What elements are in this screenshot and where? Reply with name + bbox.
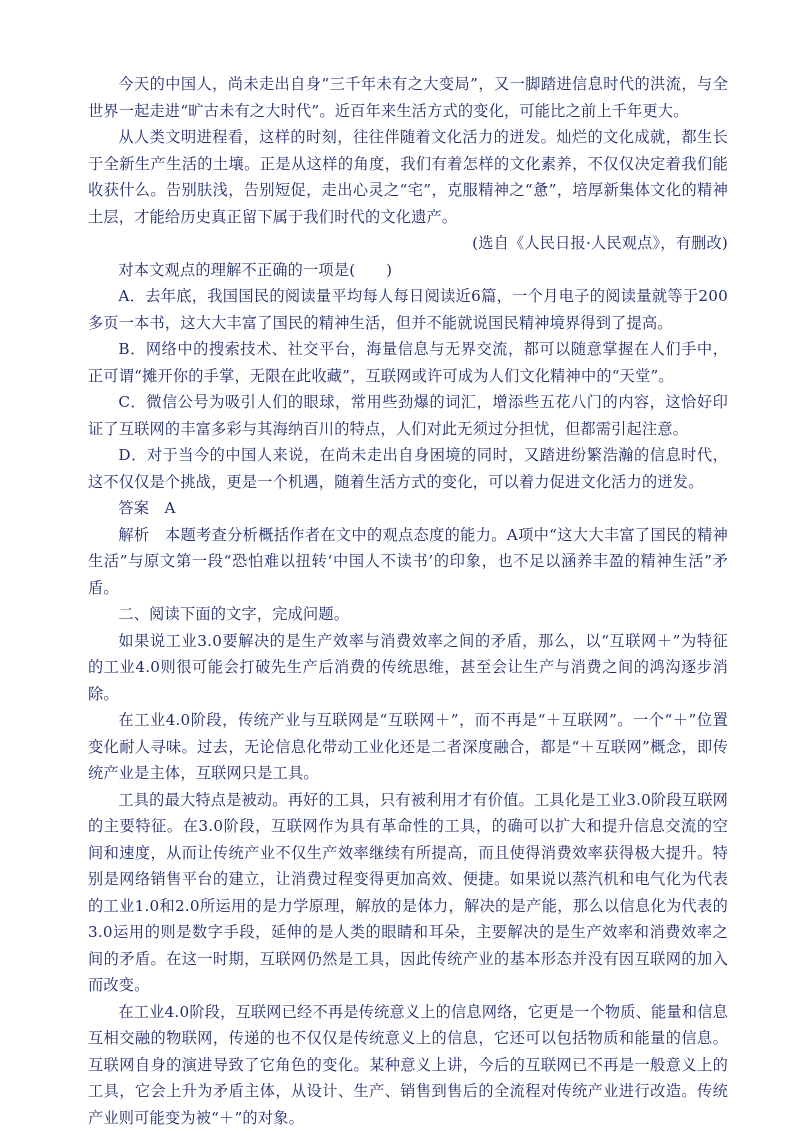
option-a: A．去年底，我国国民的阅读量平均每人每日阅读近6篇，一个月电子的阅读量就等于200多页一本书，这大大丰富了国民的精神生活，但并不能就说国民精神境界得到了提高。 [88,283,728,336]
option-c: C．微信公号为吸引人们的眼球，常用些劲爆的词汇，增添些五花八门的内容，这恰好印证了互联网的丰富多彩与其海纳百川的特点，人们对此无须过分担忧，但都需引起注意。 [88,389,728,442]
answer-line: 答案 A [88,495,728,522]
section-two-heading: 二、阅读下面的文字，完成问题。 [88,601,728,628]
analysis-paragraph: 解析 本题考查分析概括作者在文中的观点态度的能力。A项中“这大大丰富了国民的精神生活”与原文第一段“恐怕难以扭转‘中国人不读书’的印象，也不足以涵养丰盈的精神生活”矛盾。 [88,522,728,602]
reading-paragraph-4: 在工业4.0阶段，互联网已经不再是传统意义上的信息网络，它更是一个物质、能量和信息互相交融的物联网，传递的也不仅仅是传统意义上的信息，它还可以包括物质和能量的信息。互联网自身的演进导致了它角色的变化。某种意义上讲，今后的互联网已不再是一般意义上的工具，它会上升为矛盾主体，从设计、生产、销售到售后的全流程对传统产业进行改造。传统产业则可能变为被“＋”的对象。 [88,999,728,1131]
option-d: D．对于当今的中国人来说，在尚未走出自身困境的同时，又踏进纷繁浩瀚的信息时代，这不仅仅是个挑战，更是一个机遇，随着生活方式的变化，可以着力促进文化活力的迸发。 [88,442,728,495]
source-citation: (选自《人民日报·人民观点》，有删改) [88,230,728,257]
paragraph-intro-2: 从人类文明进程看，这样的时刻，往往伴随着文化活力的迸发。灿烂的文化成就，都生长于全新生产生活的土壤。正是从这样的角度，我们有着怎样的文化素养，不仅仅决定着我们能收获什么。告别肤浅，告别短促，走出心灵之“宅”，克服精神之“惫”，培厚新集体文化的精神土层，才能给历史真正留下属于我们时代的文化遗产。 [88,124,728,230]
reading-paragraph-3: 工具的最大特点是被动。再好的工具，只有被利用才有价值。工具化是工业3.0阶段互联网的主要特征。在3.0阶段，互联网作为具有革命性的工具，的确可以扩大和提升信息交流的空间和速度，从而让传统产业不仅生产效率继续有所提高，而且使得消费效率获得极大提升。特别是网络销售平台的建立，让消费过程变得更加高效、便捷。如果说以蒸汽机和电气化为代表的工业1.0和2.0所运用的是力学原理，解放的是体力，解决的是产能，那么以信息化为代表的3.0运用的则是数字手段，延伸的是人类的眼睛和耳朵，主要解决的是生产效率和消费效率之间的矛盾。在这一时期，互联网仍然是工具，因此传统产业的基本形态并没有因互联网的加入而改变。 [88,787,728,999]
question-stem: 对本文观点的理解不正确的一项是( ) [88,257,728,284]
option-b: B．网络中的搜索技术、社交平台，海量信息与无界交流，都可以随意掌握在人们手中，正可谓“摊开你的手掌，无限在此收藏”，互联网或许可成为人们文化精神中的“天堂”。 [88,336,728,389]
paragraph-intro-1: 今天的中国人，尚未走出自身“三千年未有之大变局”，又一脚踏进信息时代的洪流，与全世界一起走进“旷古未有之大时代”。近百年来生活方式的变化，可能比之前上千年更大。 [88,71,728,124]
reading-paragraph-2: 在工业4.0阶段，传统产业与互联网是“互联网＋”，而不再是“＋互联网”。一个“＋”位置变化耐人寻味。过去，无论信息化带动工业化还是二者深度融合，都是“＋互联网”概念，即传统产业是主体，互联网只是工具。 [88,707,728,787]
reading-paragraph-1: 如果说工业3.0要解决的是生产效率与消费效率之间的矛盾，那么，以“互联网＋”为特征的工业4.0则很可能会打破先生产后消费的传统思维，甚至会让生产与消费之间的鸿沟逐步消除。 [88,628,728,708]
document-body [88,71,728,1131]
